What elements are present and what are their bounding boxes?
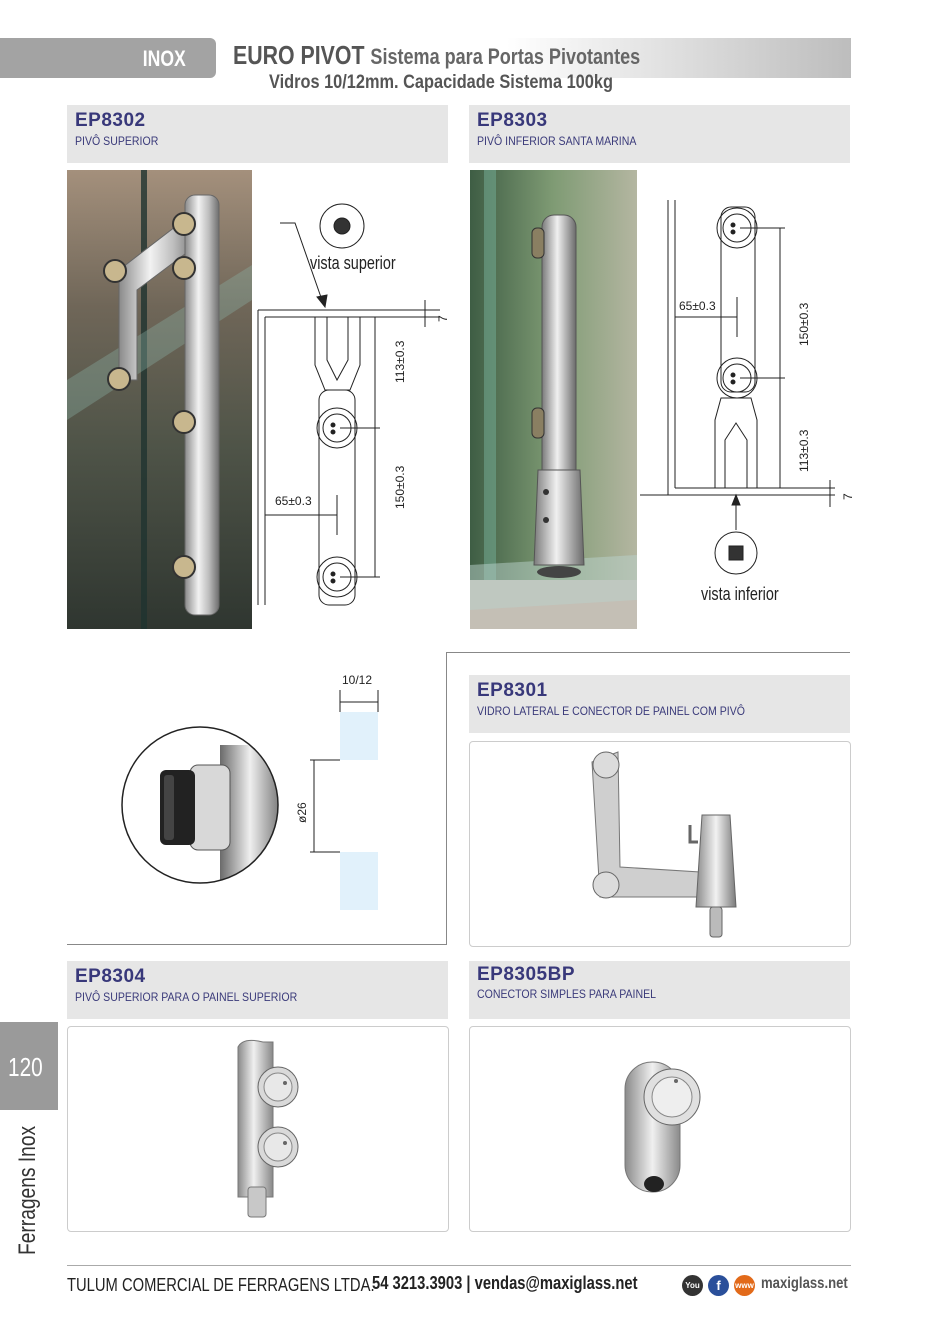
diameter-label: ø26 (295, 802, 309, 823)
product-description: VIDRO LATERAL E CONECTOR DE PAINEL COM PIVÔ (477, 704, 745, 718)
website-link[interactable]: maxiglass.net (761, 1275, 848, 1292)
page-title (233, 40, 640, 71)
company-name: TULUM COMERCIAL DE FERRAGENS LTDA. (67, 1275, 375, 1295)
ep8303-photo (470, 170, 637, 629)
footer-divider (67, 1265, 851, 1266)
product-code: EP8301 (477, 680, 548, 701)
dim-113-label: 113±0.3 (393, 340, 407, 383)
title-line2: Vidros 10/12mm. Capacidade Sistema 100kg (269, 72, 613, 93)
side-label-text: Ferragens Inox (14, 1125, 41, 1255)
glass-section-drawing (300, 690, 390, 915)
page-number: 120 (8, 1052, 43, 1082)
ep8303-drawing (635, 195, 850, 575)
ep8301-photo (590, 747, 740, 942)
dim-150-label: 150±0.3 (393, 465, 407, 509)
dim-113-label: 113±0.3 (797, 429, 811, 472)
product-code: EP8303 (477, 110, 548, 131)
section-header-ep8301 (469, 675, 850, 733)
ep8305bp-photo-box (469, 1026, 851, 1232)
inox-tab (0, 38, 216, 78)
glass-thickness-label: 10/12 (342, 673, 373, 687)
product-description: PIVÔ SUPERIOR PARA O PAINEL SUPERIOR (75, 990, 298, 1004)
www-icon[interactable]: www (734, 1275, 755, 1296)
youtube-icon[interactable]: You (682, 1275, 703, 1296)
dim-65-label: 65±0.3 (679, 299, 716, 313)
divider (67, 944, 446, 945)
dim-65-label: 65±0.3 (275, 494, 312, 508)
section-header-ep8303 (469, 105, 850, 163)
vista-superior-label: vista superior (310, 253, 396, 273)
dim-top-label: 7 (436, 315, 450, 322)
product-code: EP8305BP (477, 964, 576, 985)
facebook-icon[interactable]: f (708, 1275, 729, 1296)
title-subtitle: Sistema para Portas Pivotantes (370, 44, 641, 69)
section-header-ep8305bp (469, 961, 850, 1019)
ep8305bp-photo (620, 1057, 710, 1202)
product-description: CONECTOR SIMPLES PARA PAINEL (477, 987, 656, 1001)
ep8304-photo-box (67, 1026, 449, 1232)
product-description: PIVÔ SUPERIOR (75, 134, 159, 148)
product-code: EP8304 (75, 966, 146, 987)
ep8301-photo-box (469, 741, 851, 947)
contact-info: 54 3213.3903 | vendas@maxiglass.net (372, 1273, 638, 1293)
section-header-ep8302 (67, 105, 448, 163)
dim-150-label: 150±0.3 (797, 302, 811, 346)
product-code: EP8302 (75, 110, 146, 131)
divider (446, 652, 447, 945)
connector-detail-photo (120, 725, 280, 885)
section-header-ep8304 (67, 961, 448, 1019)
inox-tab-label: INOX (142, 46, 186, 71)
divider (446, 652, 850, 653)
vista-inferior-label: vista inferior (701, 584, 779, 604)
ep8304-photo (223, 1037, 313, 1222)
dim-base-label: 7 (841, 493, 855, 500)
section-side-label (14, 1094, 42, 1255)
ep8302-photo (67, 170, 252, 629)
title-main: EURO PIVOT (233, 40, 365, 70)
product-description: PIVÔ INFERIOR SANTA MARINA (477, 134, 637, 148)
